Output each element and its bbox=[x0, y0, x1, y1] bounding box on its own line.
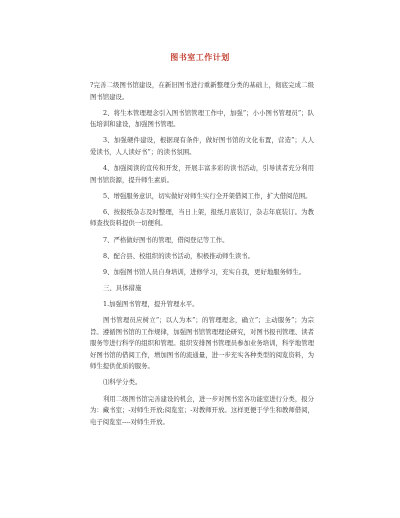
document-title: 图书室工作计划 bbox=[170, 52, 230, 62]
paragraph-9: 9、加强图书馆人员自身培训，进修学习，充实自我，更好地服务师生。 bbox=[103, 267, 306, 276]
paragraph-7: 7、严格做好图书的管理，借阅登记等工作。 bbox=[103, 235, 229, 244]
paragraph-5: 5、增强服务意识，切实做好对师生实行全开架借阅工作，扩大借阅范围。 bbox=[103, 191, 312, 200]
paragraph-8: 8、配合县、校组织的读书活动，积极推动师生读书。 bbox=[103, 251, 255, 260]
paragraph-management: 图书管理员应树立”；以人为本”；的管理理念，确立”；主动服务”；为宗旨。遵循图书馆的工作规律，加强图书馆管理理论研究，对图书报刊管理、读者服务等进行科学的组织和管理。组织安排图书管理员参加业务培训，科学地管理好图书馆的借阅工作，增加图书的流通量，进一步充实各种类型的阅览资料，为师生提供优质的服务。 bbox=[90, 316, 314, 371]
paragraph-classification: 利用二级图书馆完善建设的机会，进一步对图书室各功能室进行分类，报分为：藏书室；-对师生开放;阅览室；-对教师开放。这样更便于学生和教师借阅，电子阅览室----对师生开放。 bbox=[90, 394, 314, 426]
document-body bbox=[90, 80, 314, 428]
paragraph-1: ?完善二级图书馆建设，在新旧图书进行重新整理分类的基础上，彻底完成二级图书馆建设。 bbox=[90, 81, 314, 101]
paragraph-4: 4、加强阅读的宣传和开发，开展丰富多彩的读书活动，引导读者充分利用图书馆资源，提升师生素质。 bbox=[90, 164, 314, 184]
paragraph-2: 2、将生本管理理念引入图书馆管理工作中，加强”；小小图书管理员”；队伍培训和建设，加强图书管理。 bbox=[90, 108, 314, 129]
section-heading-measures: 三、具体措施 bbox=[103, 283, 142, 292]
paragraph-6: 6、按报纸杂志及时整理，当日上架，报纸月底装订，杂志年底装订。为教师查找资料提供一切便利。 bbox=[90, 207, 314, 228]
subheading-1: 1.加强图书管理，提升管理水平。 bbox=[103, 299, 199, 308]
subheading-classification: ⑴科学分类。 bbox=[103, 378, 142, 387]
paragraph-3: 3、加强硬件建设，根据现有条件，做好图书馆的文化布置，营造”；人人爱读书，人人读好书”；的读书氛围。 bbox=[90, 136, 314, 156]
